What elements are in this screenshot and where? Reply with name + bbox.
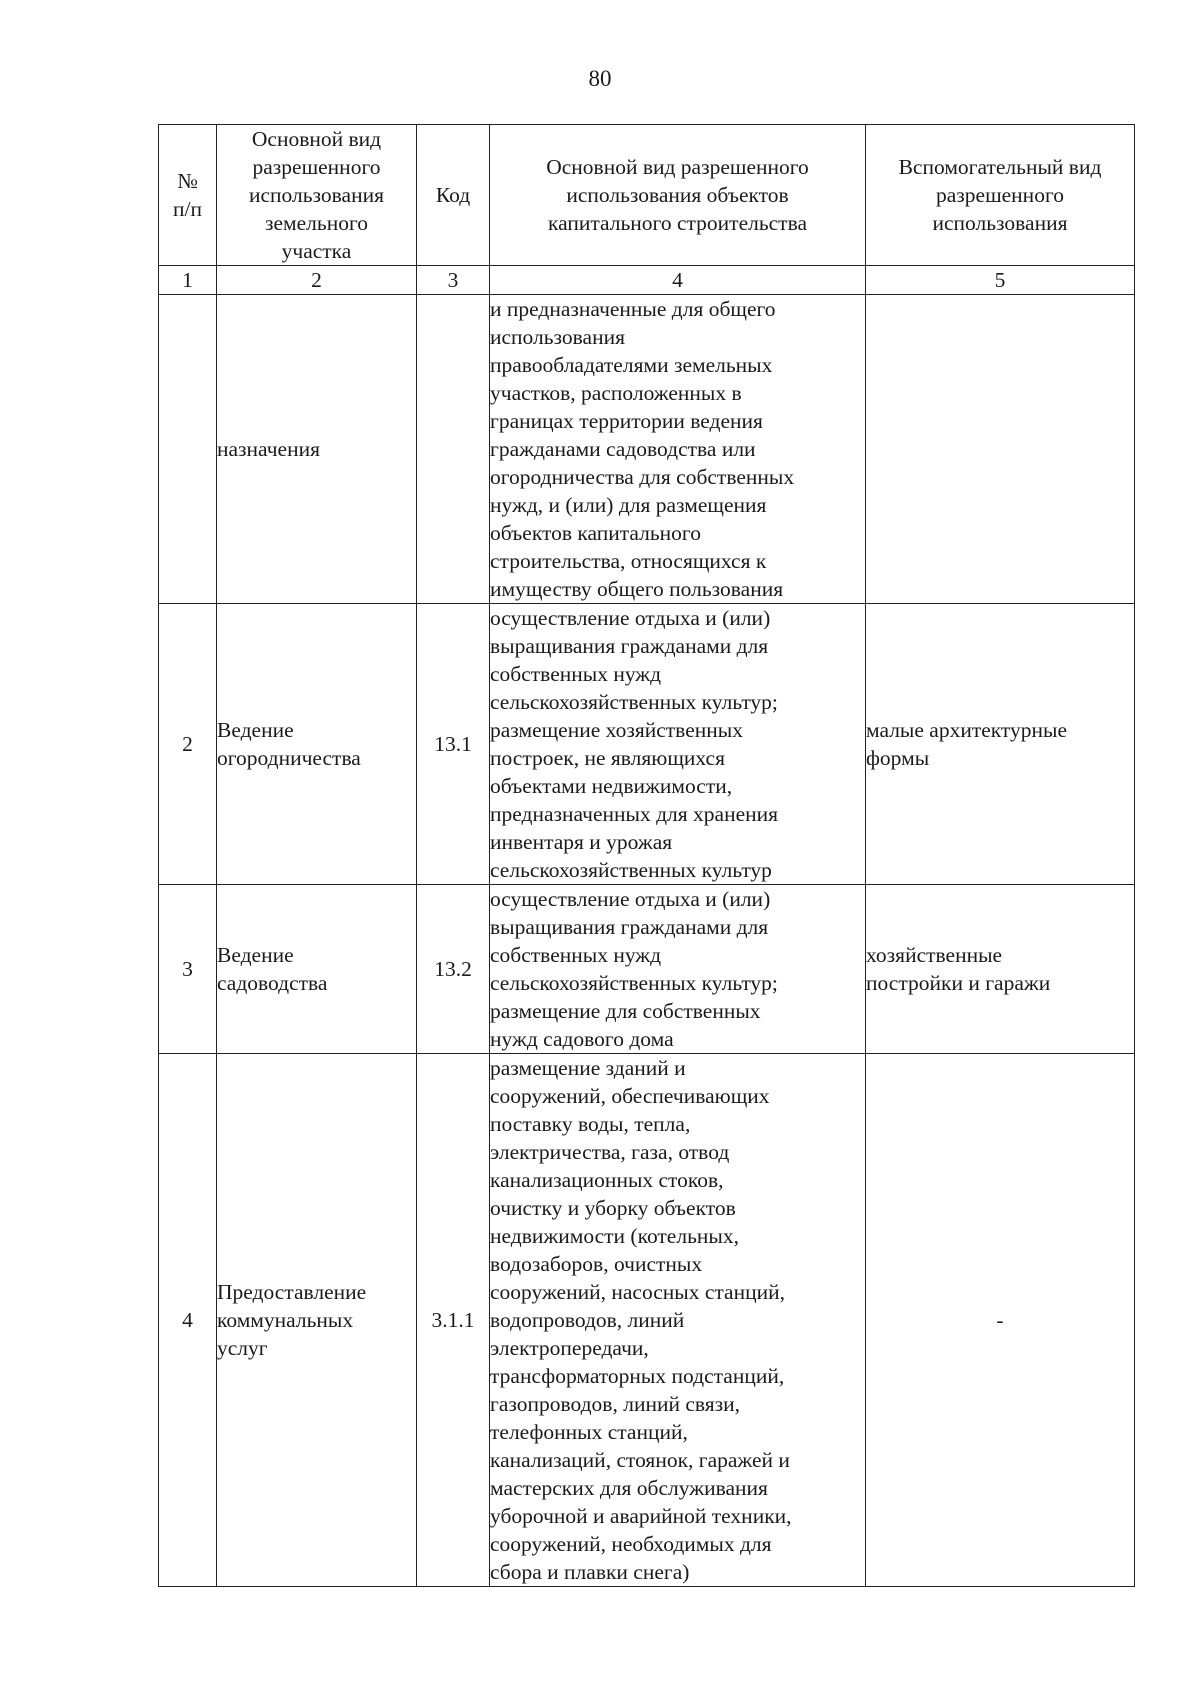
- column-number-row: [159, 266, 1135, 295]
- row-code: 13.1: [417, 604, 490, 885]
- row-land-use-type: Ведение садоводства: [217, 885, 417, 1054]
- row-main-use: осуществление отдыха и (или) выращивания гражданами для собственных нужд сельскохозяйственных культур; размещение хозяйственных построек, не являющихся объектами недвижимости, предназначенных для хранения инвентаря и урожая сельскохозяйственных культур: [490, 604, 866, 885]
- row-code: [417, 295, 490, 604]
- row-main-use: и предназначенные для общего использования правообладателями земельных участков, расположенных в границах территории ведения гражданами садоводства или огородничества для собственных нужд, и (или) для размещения объектов капитального строительства, относящихся к имуществу общего пользования: [490, 295, 866, 604]
- column-number: 4: [490, 266, 866, 295]
- table-row: [159, 295, 1135, 604]
- row-main-use: размещение зданий и сооружений, обеспечивающих поставку воды, тепла, электричества, газа, отвод канализационных стоков, очистку и уборку объектов недвижимости (котельных, водозаборов, очистных сооружений, насосных станций, водопроводов, линий электропередачи, трансформаторных подстанций, газопроводов, линий связи, телефонных станций, канализаций, стоянок, гаражей и мастерских для обслуживания уборочной и аварийной техники, сооружений, необходимых для сбора и плавки снега): [490, 1054, 866, 1587]
- row-auxiliary-use: -: [866, 1054, 1135, 1587]
- row-number: 2: [159, 604, 217, 885]
- row-land-use-type: Предоставление коммунальных услуг: [217, 1054, 417, 1587]
- header-auxiliary-use: Вспомогательный вид разрешенного использования: [866, 125, 1135, 266]
- row-auxiliary-use: малые архитектурные формы: [866, 604, 1135, 885]
- row-land-use-type: Ведение огородничества: [217, 604, 417, 885]
- header-number: № п/п: [159, 125, 217, 266]
- row-land-use-type: назначения: [217, 295, 417, 604]
- row-code: 13.2: [417, 885, 490, 1054]
- page-number: 80: [588, 66, 612, 91]
- row-number: 4: [159, 1054, 217, 1587]
- column-number: 1: [159, 266, 217, 295]
- row-code: 3.1.1: [417, 1054, 490, 1587]
- column-number: 2: [217, 266, 417, 295]
- row-number: 3: [159, 885, 217, 1054]
- column-number: 3: [417, 266, 490, 295]
- table-row: [159, 1054, 1135, 1587]
- table-row: [159, 885, 1135, 1054]
- header-main-use: Основной вид разрешенного использования объектов капитального строительства: [490, 125, 866, 266]
- row-number: [159, 295, 217, 604]
- row-auxiliary-use: хозяйственные постройки и гаражи: [866, 885, 1135, 1054]
- table-row: [159, 604, 1135, 885]
- row-auxiliary-use: [866, 295, 1135, 604]
- column-number: 5: [866, 266, 1135, 295]
- row-main-use: осуществление отдыха и (или) выращивания гражданами для собственных нужд сельскохозяйственных культур; размещение для собственных нужд садового дома: [490, 885, 866, 1054]
- land-use-table: [158, 124, 1135, 1587]
- header-land-use-type: Основной вид разрешенного использования земельного участка: [217, 125, 417, 266]
- header-code: Код: [417, 125, 490, 266]
- table-header-row: [159, 125, 1135, 266]
